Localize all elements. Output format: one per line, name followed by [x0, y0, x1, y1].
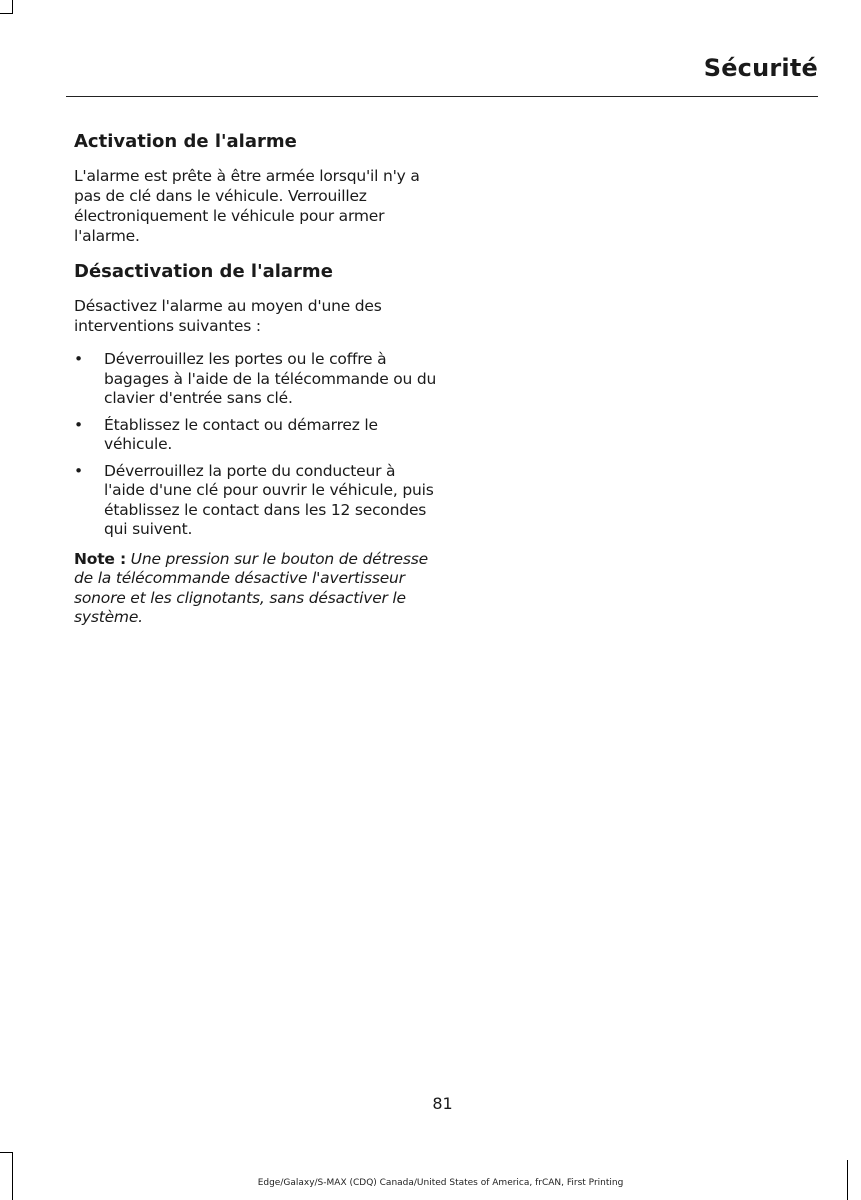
list-item	[74, 462, 438, 540]
note-text: Une pression sur le bouton de détresse de la télécommande désactive l'avertisseur sonore et les clignotants, sans désactiver le système.	[74, 549, 428, 626]
section-heading: Activation de l'alarme	[74, 131, 297, 152]
note	[74, 550, 438, 628]
list-item-text: Déverrouillez la porte du conducteur à l'aide d'une clé pour ouvrir le véhicule, puis établissez le contact dans les 12 secondes qui suivent.	[104, 461, 434, 538]
bullet-list	[74, 350, 438, 540]
bullet-icon: •	[74, 350, 83, 368]
main-content	[74, 130, 438, 628]
section-alarm-deactivation	[74, 260, 438, 540]
list-item-text: Déverrouillez les portes ou le coffre à bagages à l'aide de la télécommande ou du clavier d'entrée sans clé.	[104, 350, 437, 407]
section-heading: Désactivation de l'alarme	[74, 261, 333, 282]
section-paragraph: Désactivez l'alarme au moyen d'une des interventions suivantes :	[74, 297, 382, 335]
section-paragraph: L'alarme est prête à être armée lorsqu'il n'y a pas de clé dans le véhicule. Verrouillez électroniquement le véhicule pour armer l'alarme.	[74, 167, 420, 245]
page-number: 81	[432, 1094, 453, 1113]
list-item	[74, 350, 438, 409]
note-label: Note :	[74, 549, 126, 568]
footer-text: Edge/Galaxy/S-MAX (CDQ) Canada/United States of America, frCAN, First Printing	[257, 1178, 624, 1188]
crop-mark-bottom-left-horizontal	[0, 1152, 13, 1153]
list-item-text: Établissez le contact ou démarrez le véhicule.	[104, 415, 378, 453]
bullet-icon: •	[74, 415, 83, 434]
crop-mark-top-left-vertical	[12, 0, 13, 13]
crop-mark-bottom-left-vertical	[12, 1152, 13, 1200]
section-alarm-activation	[74, 130, 438, 246]
bullet-icon: •	[74, 461, 83, 480]
page-header	[66, 52, 818, 97]
page-title: Sécurité	[703, 54, 818, 82]
list-item	[74, 416, 438, 455]
crop-mark-top-left-horizontal	[0, 13, 13, 14]
